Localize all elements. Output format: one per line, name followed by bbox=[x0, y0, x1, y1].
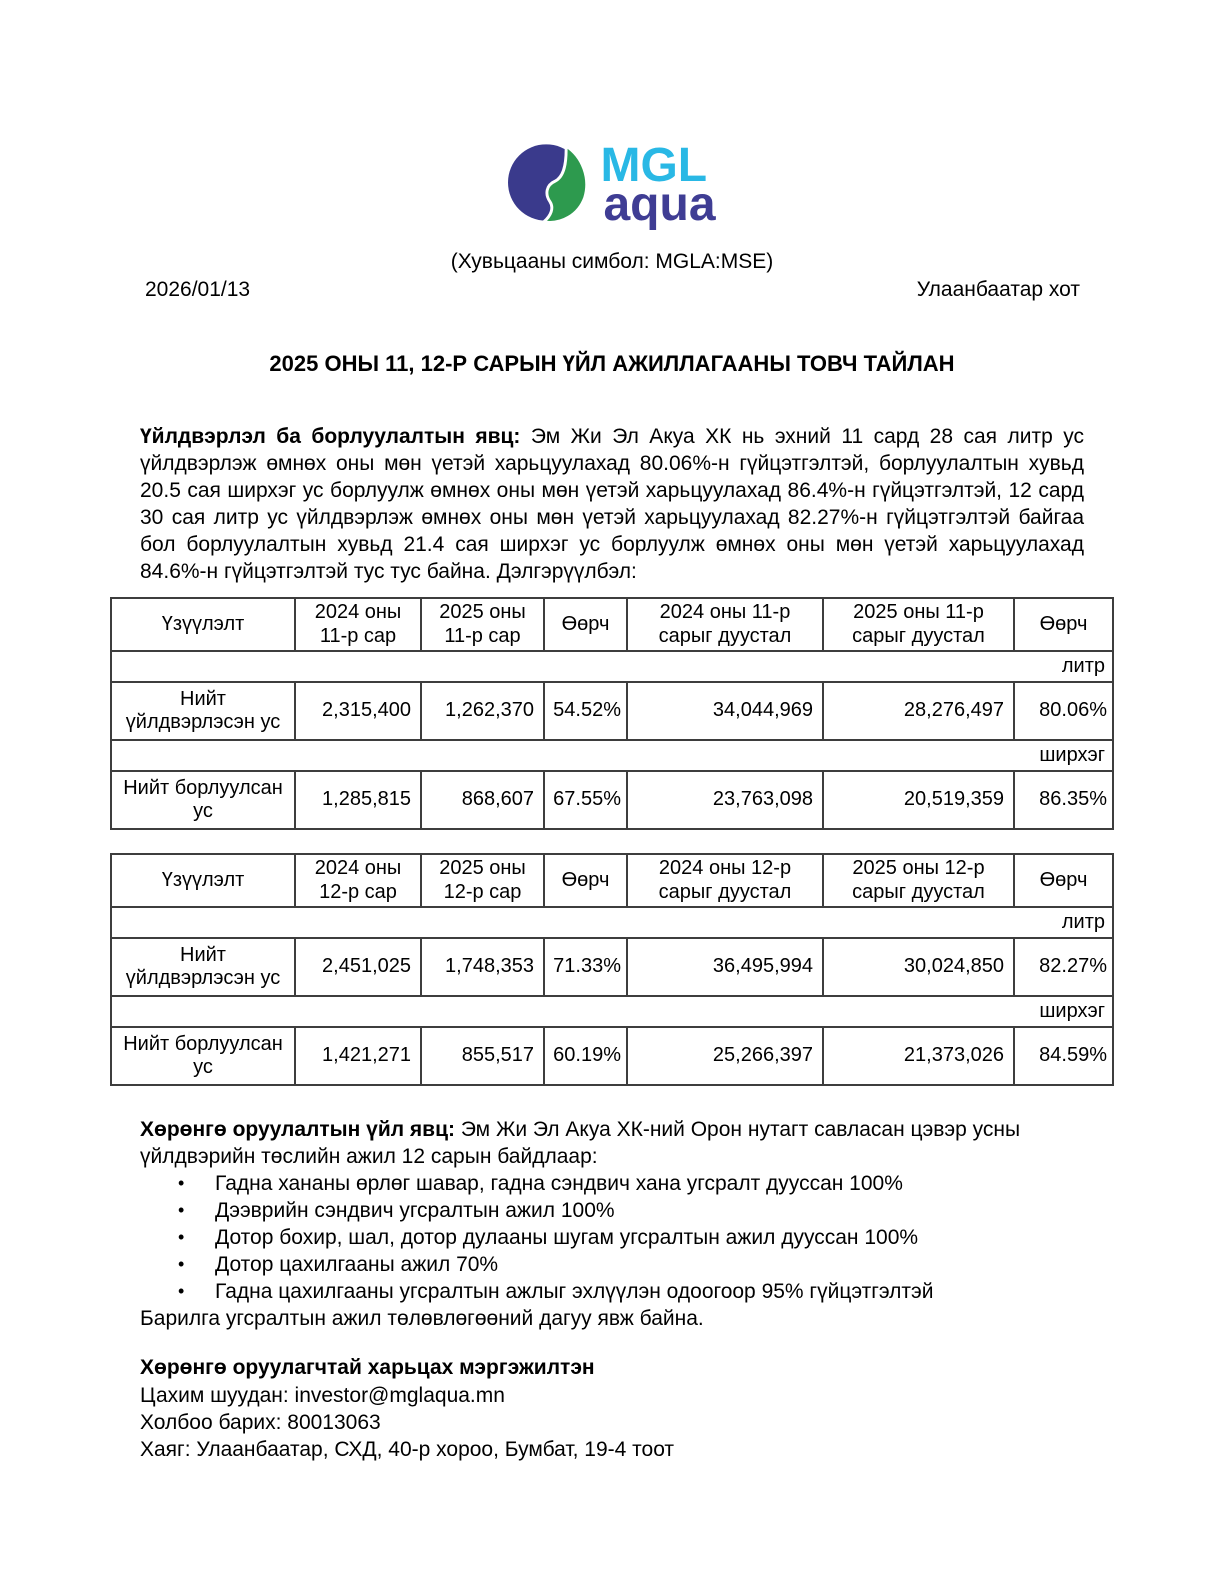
bullet-text: Дотор цахилгааны ажил 70% bbox=[215, 1253, 499, 1276]
value-cell: 855,517 bbox=[421, 1027, 544, 1085]
header-cell-change-ytd: Өөрч bbox=[1014, 854, 1113, 907]
value-cell: 34,044,969 bbox=[627, 682, 823, 740]
date-city-row bbox=[145, 278, 1080, 302]
logo-word-aqua: aqua bbox=[603, 178, 716, 231]
contact-heading: Хөрөнгө оруулагчтай харьцах мэргэжилтэн bbox=[140, 1356, 595, 1379]
unit-row-liter bbox=[111, 907, 1113, 938]
value-cell: 82.27% bbox=[1014, 938, 1113, 996]
value-cell: 20,519,359 bbox=[823, 771, 1014, 829]
contact-address-line: Хаяг: Улаанбаатар, СХД, 40-р хороо, Бумбат, 19-4 тоот bbox=[140, 1438, 675, 1461]
value-cell: 1,421,271 bbox=[295, 1027, 421, 1085]
company-logo bbox=[0, 0, 1224, 229]
row-label-produced: Нийт үйлдвэрлэсэн ус bbox=[111, 682, 295, 740]
value-cell: 54.52% bbox=[544, 682, 627, 740]
value-cell: 1,748,353 bbox=[421, 938, 544, 996]
header-cell-2025-month: 2025 оны 11-р сар bbox=[421, 598, 544, 651]
header-cell-2025-month: 2025 оны 12-р сар bbox=[421, 854, 544, 907]
contact-section bbox=[140, 1354, 1084, 1463]
list-item bbox=[140, 1170, 1084, 1197]
report-title: 2025 ОНЫ 11, 12-Р САРЫН ҮЙЛ АЖИЛЛАГААНЫ ТОВЧ ТАЙЛАН bbox=[269, 351, 955, 376]
header-cell-indicator: Үзүүлэлт bbox=[111, 598, 295, 651]
header-cell-2024-month: 2024 оны 11-р сар bbox=[295, 598, 421, 651]
table-row-sold bbox=[111, 771, 1113, 829]
row-label-sold: Нийт борлуулсан ус bbox=[111, 1027, 295, 1085]
value-cell: 67.55% bbox=[544, 771, 627, 829]
header-cell-change-ytd: Өөрч bbox=[1014, 598, 1113, 651]
production-lead: Үйлдвэрлэл ба борлуулалтын явц: bbox=[140, 425, 521, 448]
production-body: Эм Жи Эл Акуа ХК нь эхний 11 сард 28 сая литр ус үйлдвэрлэж өмнөх оны мөн үетэй харьцуулахад 80.06%-н гүйцэтгэлтэй, борлуулалтын хувьд 20.5 сая ширхэг ус борлуулж өмнөх оны мөн үетэй харьцуулахад 86.4%-н гүйцэтгэлтэй, 12 сард 30 сая литр ус үйлдвэрлэж өмнөх оны мөн үетэй харьцуулахад 82.27%-н гүйцэтгэлтэй байгаа бол борлуулалтын хувьд 21.4 сая ширхэг ус борлуулж өмнөх оны мөн үетэй харьцуулахад 84.6%-н гүйцэтгэлтэй тус тус байна. Дэлгэрүүлбэл: bbox=[140, 425, 1084, 583]
value-cell: 28,276,497 bbox=[823, 682, 1014, 740]
value-cell: 1,285,815 bbox=[295, 771, 421, 829]
investment-closing-line: Барилга угсралтын ажил төлөвлөгөөний дагуу явж байна. bbox=[140, 1307, 704, 1330]
investment-body: Эм Жи Эл Акуа ХК-ний Орон нутагт савласан цэвэр усны үйлдвэрийн төслийн ажил 12 сарын байдлаар: bbox=[140, 1118, 1021, 1168]
list-item bbox=[140, 1278, 1084, 1305]
table-row-produced bbox=[111, 682, 1113, 740]
contact-email-line: Цахим шуудан: investor@mglaqua.mn bbox=[140, 1384, 505, 1407]
unit-cell-piece: ширхэг bbox=[111, 996, 1113, 1027]
investment-lead: Хөрөнгө оруулалтын үйл явц: bbox=[140, 1118, 455, 1141]
bullet-text: Дээврийн сэндвич угсралтын ажил 100% bbox=[215, 1199, 615, 1222]
unit-cell-liter: литр bbox=[111, 907, 1113, 938]
value-cell: 2,315,400 bbox=[295, 682, 421, 740]
bullet-text: Гадна хананы өрлөг шавар, гадна сэндвич хана угсралт дууссан 100% bbox=[215, 1172, 903, 1195]
value-cell: 21,373,026 bbox=[823, 1027, 1014, 1085]
unit-row-piece bbox=[111, 996, 1113, 1027]
value-cell: 71.33% bbox=[544, 938, 627, 996]
unit-cell-liter: литр bbox=[111, 651, 1113, 682]
list-item bbox=[140, 1251, 1084, 1278]
report-date: 2026/01/13 bbox=[145, 278, 251, 301]
stock-symbol-line: (Хувьцааны симбол: MGLA:MSE) bbox=[450, 250, 774, 273]
contact-phone-line: Холбоо барих: 80013063 bbox=[140, 1411, 381, 1434]
logo-word-mgl: MGL bbox=[600, 139, 708, 192]
logo-globe-leaf-icon bbox=[508, 141, 591, 224]
bullet-icon: • bbox=[178, 1254, 185, 1274]
header-cell-2024-ytd: 2024 оны 12-р сарыг дуустал bbox=[627, 854, 823, 907]
value-cell: 868,607 bbox=[421, 771, 544, 829]
december-report-table bbox=[110, 853, 1114, 1086]
bullet-icon: • bbox=[178, 1281, 185, 1301]
table-row-produced bbox=[111, 938, 1113, 996]
value-cell: 84.59% bbox=[1014, 1027, 1113, 1085]
table-header-row bbox=[111, 598, 1113, 651]
value-cell: 80.06% bbox=[1014, 682, 1113, 740]
value-cell: 1,262,370 bbox=[421, 682, 544, 740]
value-cell: 30,024,850 bbox=[823, 938, 1014, 996]
unit-row-liter bbox=[111, 651, 1113, 682]
logo-wordmark bbox=[600, 141, 715, 229]
value-cell: 25,266,397 bbox=[627, 1027, 823, 1085]
investment-bullet-list bbox=[140, 1170, 1084, 1305]
header-cell-2025-ytd: 2025 оны 11-р сарыг дуустал bbox=[823, 598, 1014, 651]
value-cell: 60.19% bbox=[544, 1027, 627, 1085]
investment-paragraph bbox=[140, 1116, 1084, 1170]
header-cell-change: Өөрч bbox=[544, 598, 627, 651]
table-header-row bbox=[111, 854, 1113, 907]
header-cell-indicator: Үзүүлэлт bbox=[111, 854, 295, 907]
header-cell-change: Өөрч bbox=[544, 854, 627, 907]
value-cell: 86.35% bbox=[1014, 771, 1113, 829]
header-cell-2024-month: 2024 оны 12-р сар bbox=[295, 854, 421, 907]
bullet-icon: • bbox=[178, 1227, 185, 1247]
value-cell: 36,495,994 bbox=[627, 938, 823, 996]
list-item bbox=[140, 1224, 1084, 1251]
row-label-produced: Нийт үйлдвэрлэсэн ус bbox=[111, 938, 295, 996]
november-report-table bbox=[110, 597, 1114, 830]
report-city: Улаанбаатар хот bbox=[916, 278, 1080, 301]
unit-row-piece bbox=[111, 740, 1113, 771]
header-cell-2025-ytd: 2025 оны 12-р сарыг дуустал bbox=[823, 854, 1014, 907]
value-cell: 2,451,025 bbox=[295, 938, 421, 996]
production-paragraph bbox=[140, 423, 1084, 585]
table-row-sold bbox=[111, 1027, 1113, 1085]
bullet-text: Дотор бохир, шал, дотор дулааны шугам угсралтын ажил дууссан 100% bbox=[215, 1226, 919, 1249]
bullet-text: Гадна цахилгааны угсралтын ажлыг эхлүүлэн одоогоор 95% гүйцэтгэлтэй bbox=[215, 1280, 934, 1303]
bullet-icon: • bbox=[178, 1173, 185, 1193]
list-item bbox=[140, 1197, 1084, 1224]
unit-cell-piece: ширхэг bbox=[111, 740, 1113, 771]
header-cell-2024-ytd: 2024 оны 11-р сарыг дуустал bbox=[627, 598, 823, 651]
value-cell: 23,763,098 bbox=[627, 771, 823, 829]
row-label-sold: Нийт борлуулсан ус bbox=[111, 771, 295, 829]
bullet-icon: • bbox=[178, 1200, 185, 1220]
investment-section bbox=[140, 1116, 1084, 1332]
